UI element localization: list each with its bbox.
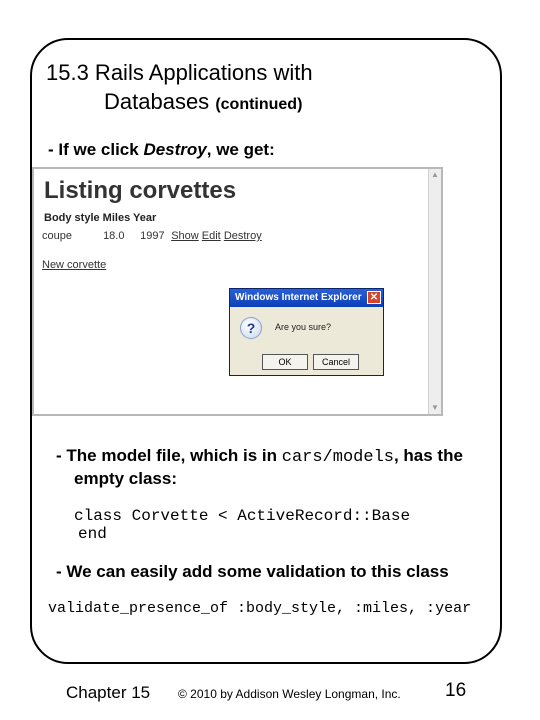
cell-miles: 18.0 xyxy=(103,230,125,242)
page-number: 16 xyxy=(445,680,467,701)
show-link[interactable]: Show xyxy=(171,230,199,242)
bullet1-prefix: - If we click xyxy=(48,140,144,159)
bullet-model-file-line2: empty class: xyxy=(74,469,177,488)
dialog-title: Windows Internet Explorer xyxy=(235,292,362,303)
page-heading: Listing corvettes xyxy=(44,177,237,204)
bullet1-suffix: , we get: xyxy=(206,140,275,159)
cell-body-style: coupe xyxy=(42,230,72,242)
confirm-dialog xyxy=(229,288,384,376)
table-row xyxy=(42,230,262,242)
slide-title-line1 xyxy=(46,60,313,86)
bullet2-code: cars/models xyxy=(281,448,394,467)
browser-screenshot xyxy=(32,167,443,416)
new-corvette-link[interactable]: New corvette xyxy=(42,259,107,271)
bullet2-pre: - The model file, which is in xyxy=(56,446,282,465)
code-class-line: class Corvette < ActiveRecord::Base xyxy=(74,507,411,525)
question-icon: ? xyxy=(240,317,262,339)
title-text-2: Databases xyxy=(104,89,210,114)
code-validate-line: validate_presence_of :body_style, :miles, :year xyxy=(48,600,472,617)
scroll-down-icon[interactable]: ▼ xyxy=(431,403,439,412)
bullet-destroy xyxy=(48,140,275,160)
edit-link[interactable]: Edit xyxy=(201,230,221,242)
dialog-message: Are you sure? xyxy=(275,322,332,332)
ok-button[interactable]: OK xyxy=(262,354,308,370)
footer-copyright: © 2010 by Addison Wesley Longman, Inc. xyxy=(178,687,401,701)
dialog-titlebar[interactable] xyxy=(230,289,383,307)
bullet-model-file xyxy=(56,446,463,467)
table-header: Body style Miles Year xyxy=(44,212,157,224)
title-suffix: (continued) xyxy=(215,96,303,113)
title-text: 15.3 Rails Applications with xyxy=(46,60,313,85)
destroy-link[interactable]: Destroy xyxy=(223,230,262,242)
cancel-button[interactable]: Cancel xyxy=(313,354,359,370)
bullet-validation: - We can easily add some validation to this class xyxy=(56,562,449,581)
bullet2-post: , has the xyxy=(393,446,463,465)
close-icon[interactable]: ✕ xyxy=(367,291,381,304)
scroll-up-icon[interactable]: ▲ xyxy=(431,170,439,179)
cell-year: 1997 xyxy=(140,230,165,242)
code-end-line: end xyxy=(78,525,107,543)
slide-title-line2 xyxy=(104,89,302,115)
footer-chapter: Chapter 15 xyxy=(66,683,151,702)
vertical-scrollbar[interactable] xyxy=(428,169,441,414)
bullet1-emphasis: Destroy xyxy=(143,140,207,159)
